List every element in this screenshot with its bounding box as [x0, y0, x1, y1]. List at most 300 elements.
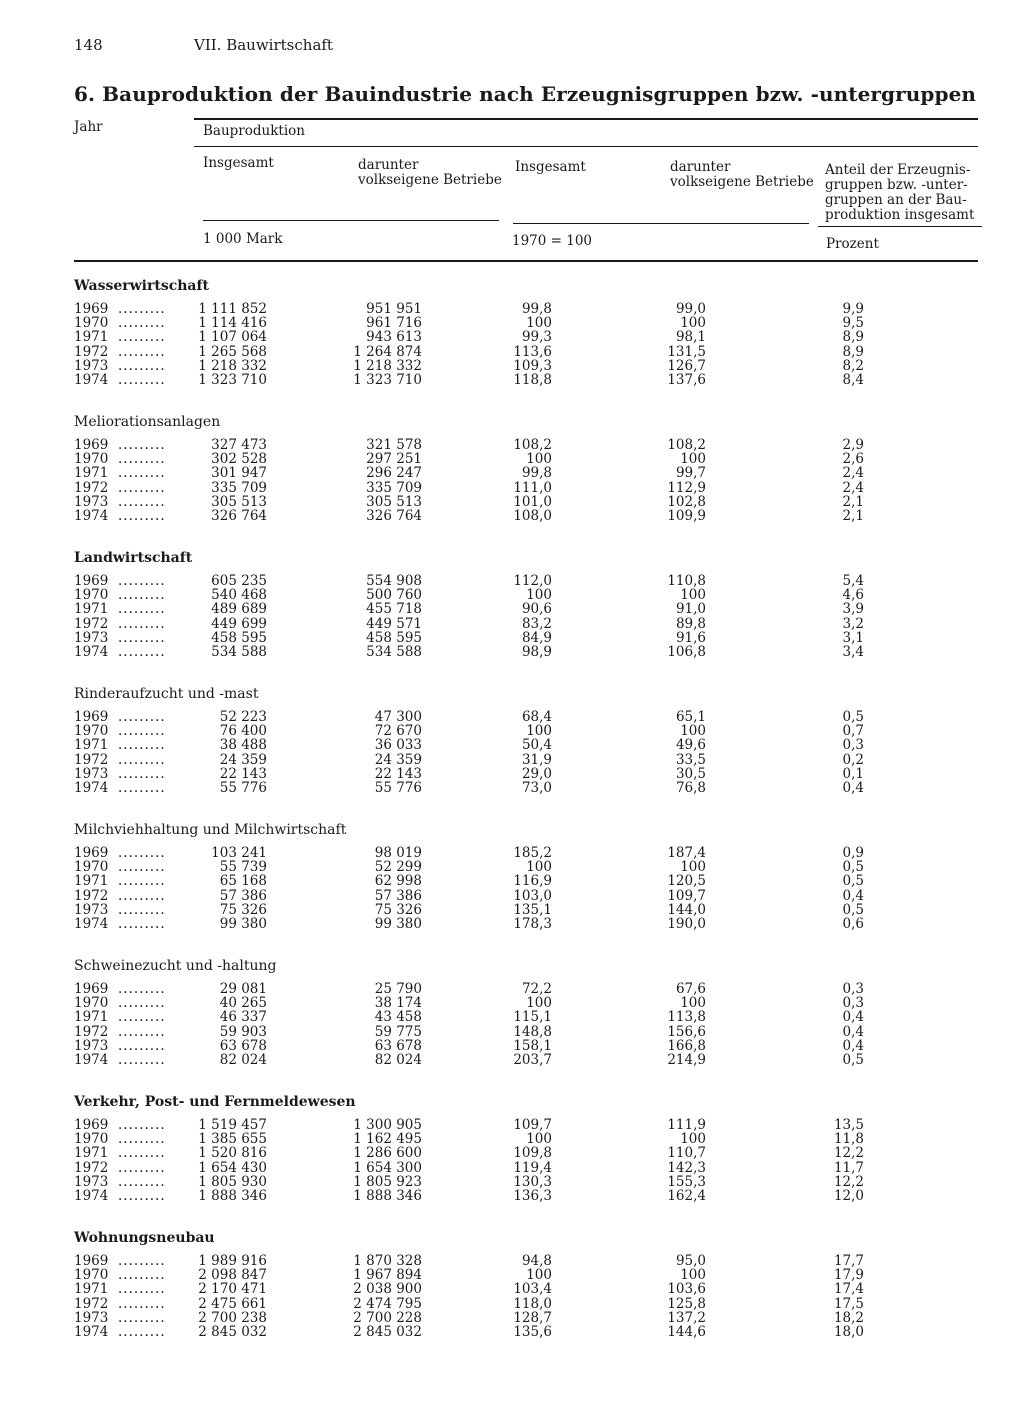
- index-veb-cell: 110,8: [667, 573, 706, 589]
- index-cell: 100: [526, 315, 552, 332]
- veb-cell: 38 174: [374, 995, 422, 1012]
- section-title: Wohnungsneubau: [74, 1230, 215, 1246]
- index-cell: 118,0: [513, 1295, 552, 1312]
- table-section: [0, 414, 1024, 526]
- table-body: [0, 278, 1024, 1366]
- section-rows: [0, 1254, 1024, 1339]
- total-cell: 99 380: [219, 915, 267, 932]
- index-cell: 100: [526, 995, 552, 1012]
- leader-dots: .........: [118, 643, 166, 660]
- total-cell: 2 170 471: [198, 1281, 267, 1298]
- total-cell: 1 114 416: [198, 315, 267, 332]
- table-row: [0, 982, 1024, 996]
- year-cell: 1969: [74, 573, 109, 589]
- total-cell: 22 143: [219, 765, 267, 782]
- index-cell: 31,9: [521, 751, 552, 768]
- total-cell: 1 888 346: [198, 1187, 267, 1204]
- leader-dots: .........: [118, 1009, 166, 1026]
- leader-dots: .........: [118, 587, 166, 604]
- veb-cell: 1 264 874: [353, 343, 422, 360]
- veb-cell: 943 613: [366, 329, 422, 346]
- total-cell: 534 588: [211, 643, 267, 660]
- total-cell: 458 595: [211, 629, 267, 646]
- table-row: [0, 588, 1024, 602]
- leader-dots: .........: [118, 1131, 166, 1148]
- veb-cell: 297 251: [366, 451, 422, 468]
- veb-cell: 1 805 923: [353, 1173, 422, 1190]
- leader-dots: .........: [118, 437, 166, 453]
- table-section: [0, 1230, 1024, 1342]
- table-row: [0, 1297, 1024, 1311]
- table-row: [0, 316, 1024, 330]
- year-cell: 1972: [74, 615, 109, 632]
- veb-cell: 1 870 328: [353, 1253, 422, 1269]
- index-cell: 99,8: [521, 301, 552, 317]
- veb-cell: 1 967 894: [353, 1267, 422, 1284]
- index-veb-cell: 155,3: [667, 1173, 706, 1190]
- year-cell: 1970: [74, 315, 109, 332]
- share-cell: 3,9: [842, 601, 864, 618]
- section-rows: [0, 710, 1024, 795]
- section-title: Wasserwirtschaft: [74, 278, 209, 294]
- leader-dots: .........: [118, 1023, 166, 1040]
- index-veb-cell: 89,8: [675, 615, 706, 632]
- leader-dots: .........: [118, 1309, 166, 1326]
- leader-dots: .........: [118, 479, 166, 496]
- year-cell: 1973: [74, 493, 109, 510]
- section-rows: [0, 438, 1024, 523]
- index-cell: 109,7: [513, 1117, 552, 1133]
- share-cell: 17,9: [833, 1267, 864, 1284]
- index-veb-cell: 99,0: [675, 301, 706, 317]
- index-cell: 185,2: [513, 845, 552, 861]
- leader-dots: .........: [118, 601, 166, 618]
- index-veb-cell: 100: [680, 995, 706, 1012]
- leader-dots: .........: [118, 1187, 166, 1204]
- table-row: [0, 452, 1024, 466]
- leader-dots: .........: [118, 615, 166, 632]
- year-cell: 1974: [74, 507, 109, 524]
- table-row: [0, 1025, 1024, 1039]
- year-cell: 1970: [74, 723, 109, 740]
- year-cell: 1969: [74, 437, 109, 453]
- table-row: [0, 645, 1024, 659]
- table-row: [0, 1118, 1024, 1132]
- table-row: [0, 617, 1024, 631]
- index-veb-cell: 49,6: [675, 737, 706, 754]
- veb-cell: 24 359: [374, 751, 422, 768]
- year-cell: 1973: [74, 901, 109, 918]
- share-cell: 12,0: [833, 1187, 864, 1204]
- index-veb-cell: 67,6: [675, 981, 706, 997]
- total-cell: 59 903: [219, 1023, 267, 1040]
- index-cell: 118,8: [513, 371, 552, 388]
- share-cell: 2,6: [842, 451, 864, 468]
- index-veb-cell: 162,4: [667, 1187, 706, 1204]
- index-cell: 84,9: [521, 629, 552, 646]
- year-cell: 1973: [74, 1037, 109, 1054]
- table-row: [0, 1146, 1024, 1160]
- section-rows: [0, 846, 1024, 931]
- index-cell: 111,0: [513, 479, 552, 496]
- leader-dots: .........: [118, 995, 166, 1012]
- share-cell: 2,9: [842, 437, 864, 453]
- share-cell: 12,2: [833, 1145, 864, 1162]
- leader-dots: .........: [118, 859, 166, 876]
- veb-cell: 305 513: [366, 493, 422, 510]
- year-cell: 1969: [74, 1253, 109, 1269]
- index-unit-rule: [513, 223, 809, 224]
- leader-dots: .........: [118, 1323, 166, 1340]
- veb-cell: 82 024: [374, 1051, 422, 1068]
- share-cell: 0,3: [842, 981, 864, 997]
- index-cell: 108,0: [513, 507, 552, 524]
- leader-dots: .........: [118, 1173, 166, 1190]
- year-cell: 1974: [74, 371, 109, 388]
- total-cell: 63 678: [219, 1037, 267, 1054]
- index-veb-cell: 98,1: [675, 329, 706, 346]
- share-cell: 0,5: [842, 709, 864, 725]
- table-row: [0, 631, 1024, 645]
- share-cell: 8,2: [842, 357, 864, 374]
- index-cell: 73,0: [521, 779, 552, 796]
- veb-cell: 326 764: [366, 507, 422, 524]
- table-section: [0, 278, 1024, 390]
- index-cell: 103,4: [513, 1281, 552, 1298]
- year-cell: 1972: [74, 751, 109, 768]
- leader-dots: .........: [118, 1159, 166, 1176]
- total-cell: 52 223: [219, 709, 267, 725]
- section-title: Verkehr, Post- und Fernmeldewesen: [74, 1094, 356, 1110]
- index-veb-cell: 100: [680, 1131, 706, 1148]
- veb-cell: 1 300 905: [353, 1117, 422, 1133]
- share-cell: 0,5: [842, 1051, 864, 1068]
- table-row: [0, 481, 1024, 495]
- table-section: [0, 550, 1024, 662]
- index-cell: 112,0: [513, 573, 552, 589]
- unit-index: 1970 = 100: [512, 233, 593, 249]
- section-rows: [0, 302, 1024, 387]
- index-veb-cell: 131,5: [667, 343, 706, 360]
- total-cell: 302 528: [211, 451, 267, 468]
- index-cell: 116,9: [513, 873, 552, 890]
- total-cell: 1 111 852: [198, 301, 267, 317]
- total-cell: 1 989 916: [198, 1253, 267, 1269]
- index-cell: 100: [526, 1267, 552, 1284]
- table-row: [0, 1161, 1024, 1175]
- year-cell: 1974: [74, 915, 109, 932]
- index-cell: 68,4: [521, 709, 552, 725]
- veb-cell: 75 326: [374, 901, 422, 918]
- running-head: [74, 36, 333, 54]
- year-cell: 1971: [74, 465, 109, 482]
- leader-dots: .........: [118, 765, 166, 782]
- veb-cell: 534 588: [366, 643, 422, 660]
- index-veb-cell: 33,5: [675, 751, 706, 768]
- total-cell: 605 235: [211, 573, 267, 589]
- leader-dots: .........: [118, 709, 166, 725]
- total-cell: 103 241: [211, 845, 267, 861]
- year-cell: 1972: [74, 1295, 109, 1312]
- year-cell: 1974: [74, 1323, 109, 1340]
- total-cell: 76 400: [219, 723, 267, 740]
- header-col-veb: darunter volkseigene Betriebe: [358, 157, 502, 188]
- table-row: [0, 466, 1024, 480]
- index-veb-cell: 100: [680, 1267, 706, 1284]
- leader-dots: .........: [118, 915, 166, 932]
- year-cell: 1970: [74, 859, 109, 876]
- veb-cell: 1 654 300: [353, 1159, 422, 1176]
- index-veb-cell: 166,8: [667, 1037, 706, 1054]
- leader-dots: .........: [118, 1051, 166, 1068]
- veb-cell: 2 474 795: [353, 1295, 422, 1312]
- share-cell: 0,5: [842, 873, 864, 890]
- table-row: [0, 438, 1024, 452]
- header-col-total: Insgesamt: [203, 155, 274, 171]
- table-row: [0, 1311, 1024, 1325]
- veb-cell: 1 162 495: [353, 1131, 422, 1148]
- table-row: [0, 781, 1024, 795]
- veb-cell: 1 888 346: [353, 1187, 422, 1204]
- year-cell: 1969: [74, 709, 109, 725]
- leader-dots: .........: [118, 371, 166, 388]
- share-cell: 0,5: [842, 859, 864, 876]
- index-veb-cell: 76,8: [675, 779, 706, 796]
- index-veb-cell: 65,1: [675, 709, 706, 725]
- share-cell: 0,1: [842, 765, 864, 782]
- index-veb-cell: 144,6: [667, 1323, 706, 1340]
- leader-dots: .........: [118, 1267, 166, 1284]
- leader-dots: .........: [118, 451, 166, 468]
- index-cell: 100: [526, 1131, 552, 1148]
- year-cell: 1971: [74, 601, 109, 618]
- index-cell: 94,8: [521, 1253, 552, 1269]
- index-cell: 99,3: [521, 329, 552, 346]
- index-cell: 119,4: [513, 1159, 552, 1176]
- veb-cell: 458 595: [366, 629, 422, 646]
- table-row: [0, 602, 1024, 616]
- section-rows: [0, 982, 1024, 1067]
- total-cell: 1 519 457: [198, 1117, 267, 1133]
- leader-dots: .........: [118, 737, 166, 754]
- header-group: Bauproduktion: [203, 123, 305, 139]
- veb-cell: 554 908: [366, 573, 422, 589]
- veb-cell: 62 998: [374, 873, 422, 890]
- table-row: [0, 874, 1024, 888]
- index-cell: 178,3: [513, 915, 552, 932]
- total-cell: 24 359: [219, 751, 267, 768]
- index-veb-cell: 110,7: [667, 1145, 706, 1162]
- veb-cell: 25 790: [374, 981, 422, 997]
- index-cell: 50,4: [521, 737, 552, 754]
- share-unit-rule: [818, 226, 982, 227]
- total-cell: 1 520 816: [198, 1145, 267, 1162]
- share-cell: 12,2: [833, 1173, 864, 1190]
- share-cell: 4,6: [842, 587, 864, 604]
- index-veb-cell: 95,0: [675, 1253, 706, 1269]
- veb-cell: 321 578: [366, 437, 422, 453]
- index-cell: 98,9: [521, 643, 552, 660]
- table-row: [0, 1010, 1024, 1024]
- index-veb-cell: 214,9: [667, 1051, 706, 1068]
- table-row: [0, 1282, 1024, 1296]
- index-cell: 109,8: [513, 1145, 552, 1162]
- index-cell: 101,0: [513, 493, 552, 510]
- share-cell: 17,5: [833, 1295, 864, 1312]
- index-cell: 100: [526, 587, 552, 604]
- share-cell: 0,4: [842, 779, 864, 796]
- year-cell: 1969: [74, 845, 109, 861]
- chapter-title: VII. Bauwirtschaft: [194, 36, 333, 54]
- index-veb-cell: 137,6: [667, 371, 706, 388]
- leader-dots: .........: [118, 1117, 166, 1133]
- index-cell: 148,8: [513, 1023, 552, 1040]
- index-veb-cell: 99,7: [675, 465, 706, 482]
- total-cell: 46 337: [219, 1009, 267, 1026]
- index-cell: 103,0: [513, 887, 552, 904]
- index-veb-cell: 126,7: [667, 357, 706, 374]
- veb-cell: 500 760: [366, 587, 422, 604]
- index-veb-cell: 106,8: [667, 643, 706, 660]
- group-rule: [194, 146, 978, 147]
- index-cell: 29,0: [521, 765, 552, 782]
- leader-dots: .........: [118, 887, 166, 904]
- leader-dots: .........: [118, 723, 166, 740]
- year-cell: 1974: [74, 643, 109, 660]
- veb-cell: 36 033: [374, 737, 422, 754]
- table-title: 6. Bauproduktion der Bauindustrie nach Erzeugnisgruppen bzw. -untergruppen: [74, 82, 977, 106]
- total-cell: 57 386: [219, 887, 267, 904]
- section-title: Rinderaufzucht und -mast: [74, 686, 259, 702]
- veb-cell: 2 038 900: [353, 1281, 422, 1298]
- veb-cell: 55 776: [374, 779, 422, 796]
- table-row: [0, 373, 1024, 387]
- index-veb-cell: 109,7: [667, 887, 706, 904]
- share-cell: 3,4: [842, 643, 864, 660]
- share-cell: 8,9: [842, 329, 864, 346]
- index-veb-cell: 109,9: [667, 507, 706, 524]
- total-cell: 1 265 568: [198, 343, 267, 360]
- veb-cell: 47 300: [374, 709, 422, 725]
- index-cell: 109,3: [513, 357, 552, 374]
- leader-dots: .........: [118, 1281, 166, 1298]
- table-row: [0, 846, 1024, 860]
- header-bottom-rule: [74, 260, 978, 262]
- year-cell: 1971: [74, 1145, 109, 1162]
- veb-cell: 72 670: [374, 723, 422, 740]
- year-cell: 1971: [74, 329, 109, 346]
- share-cell: 0,7: [842, 723, 864, 740]
- total-cell: 2 098 847: [198, 1267, 267, 1284]
- veb-cell: 296 247: [366, 465, 422, 482]
- total-cell: 305 513: [211, 493, 267, 510]
- index-veb-cell: 91,0: [675, 601, 706, 618]
- total-cell: 55 776: [219, 779, 267, 796]
- index-cell: 158,1: [513, 1037, 552, 1054]
- index-cell: 136,3: [513, 1187, 552, 1204]
- year-cell: 1973: [74, 1173, 109, 1190]
- total-cell: 75 326: [219, 901, 267, 918]
- index-veb-cell: 100: [680, 859, 706, 876]
- share-cell: 0,6: [842, 915, 864, 932]
- total-cell: 327 473: [211, 437, 267, 453]
- unit-percent: Prozent: [826, 236, 879, 252]
- index-veb-cell: 144,0: [667, 901, 706, 918]
- year-cell: 1973: [74, 629, 109, 646]
- section-rows: [0, 1118, 1024, 1203]
- share-cell: 17,7: [833, 1253, 864, 1269]
- index-cell: 108,2: [513, 437, 552, 453]
- leader-dots: .........: [118, 779, 166, 796]
- veb-cell: 335 709: [366, 479, 422, 496]
- mark-unit-rule: [203, 220, 499, 221]
- share-cell: 11,7: [833, 1159, 864, 1176]
- veb-cell: 1 218 332: [353, 357, 422, 374]
- year-cell: 1971: [74, 737, 109, 754]
- leader-dots: .........: [118, 845, 166, 861]
- year-cell: 1972: [74, 343, 109, 360]
- index-cell: 83,2: [521, 615, 552, 632]
- index-veb-cell: 111,9: [667, 1117, 706, 1133]
- share-cell: 0,3: [842, 995, 864, 1012]
- veb-cell: 2 845 032: [353, 1323, 422, 1340]
- section-rows: [0, 574, 1024, 659]
- leader-dots: .........: [118, 981, 166, 997]
- total-cell: 1 654 430: [198, 1159, 267, 1176]
- leader-dots: .........: [118, 1295, 166, 1312]
- share-cell: 3,1: [842, 629, 864, 646]
- share-cell: 0,9: [842, 845, 864, 861]
- table-section: [0, 1094, 1024, 1206]
- share-cell: 18,2: [833, 1309, 864, 1326]
- veb-cell: 951 951: [366, 301, 422, 317]
- year-cell: 1972: [74, 887, 109, 904]
- table-section: [0, 958, 1024, 1070]
- index-veb-cell: 103,6: [667, 1281, 706, 1298]
- leader-dots: .........: [118, 1253, 166, 1269]
- index-cell: 135,1: [513, 901, 552, 918]
- index-veb-cell: 30,5: [675, 765, 706, 782]
- section-title: Schweinezucht und -haltung: [74, 958, 277, 974]
- share-cell: 2,4: [842, 479, 864, 496]
- index-veb-cell: 102,8: [667, 493, 706, 510]
- share-cell: 0,4: [842, 1023, 864, 1040]
- year-cell: 1973: [74, 357, 109, 374]
- leader-dots: .........: [118, 315, 166, 332]
- total-cell: 55 739: [219, 859, 267, 876]
- index-cell: 130,3: [513, 1173, 552, 1190]
- table-row: [0, 1254, 1024, 1268]
- total-cell: 449 699: [211, 615, 267, 632]
- index-cell: 72,2: [521, 981, 552, 997]
- index-veb-cell: 187,4: [667, 845, 706, 861]
- share-cell: 2,1: [842, 493, 864, 510]
- leader-dots: .........: [118, 357, 166, 374]
- leader-dots: .........: [118, 507, 166, 524]
- year-cell: 1971: [74, 873, 109, 890]
- table-row: [0, 710, 1024, 724]
- table-row: [0, 738, 1024, 752]
- year-cell: 1970: [74, 1267, 109, 1284]
- index-veb-cell: 108,2: [667, 437, 706, 453]
- veb-cell: 59 775: [374, 1023, 422, 1040]
- leader-dots: .........: [118, 751, 166, 768]
- share-cell: 0,2: [842, 751, 864, 768]
- table-row: [0, 767, 1024, 781]
- table-row: [0, 903, 1024, 917]
- table-section: [0, 686, 1024, 798]
- leader-dots: .........: [118, 873, 166, 890]
